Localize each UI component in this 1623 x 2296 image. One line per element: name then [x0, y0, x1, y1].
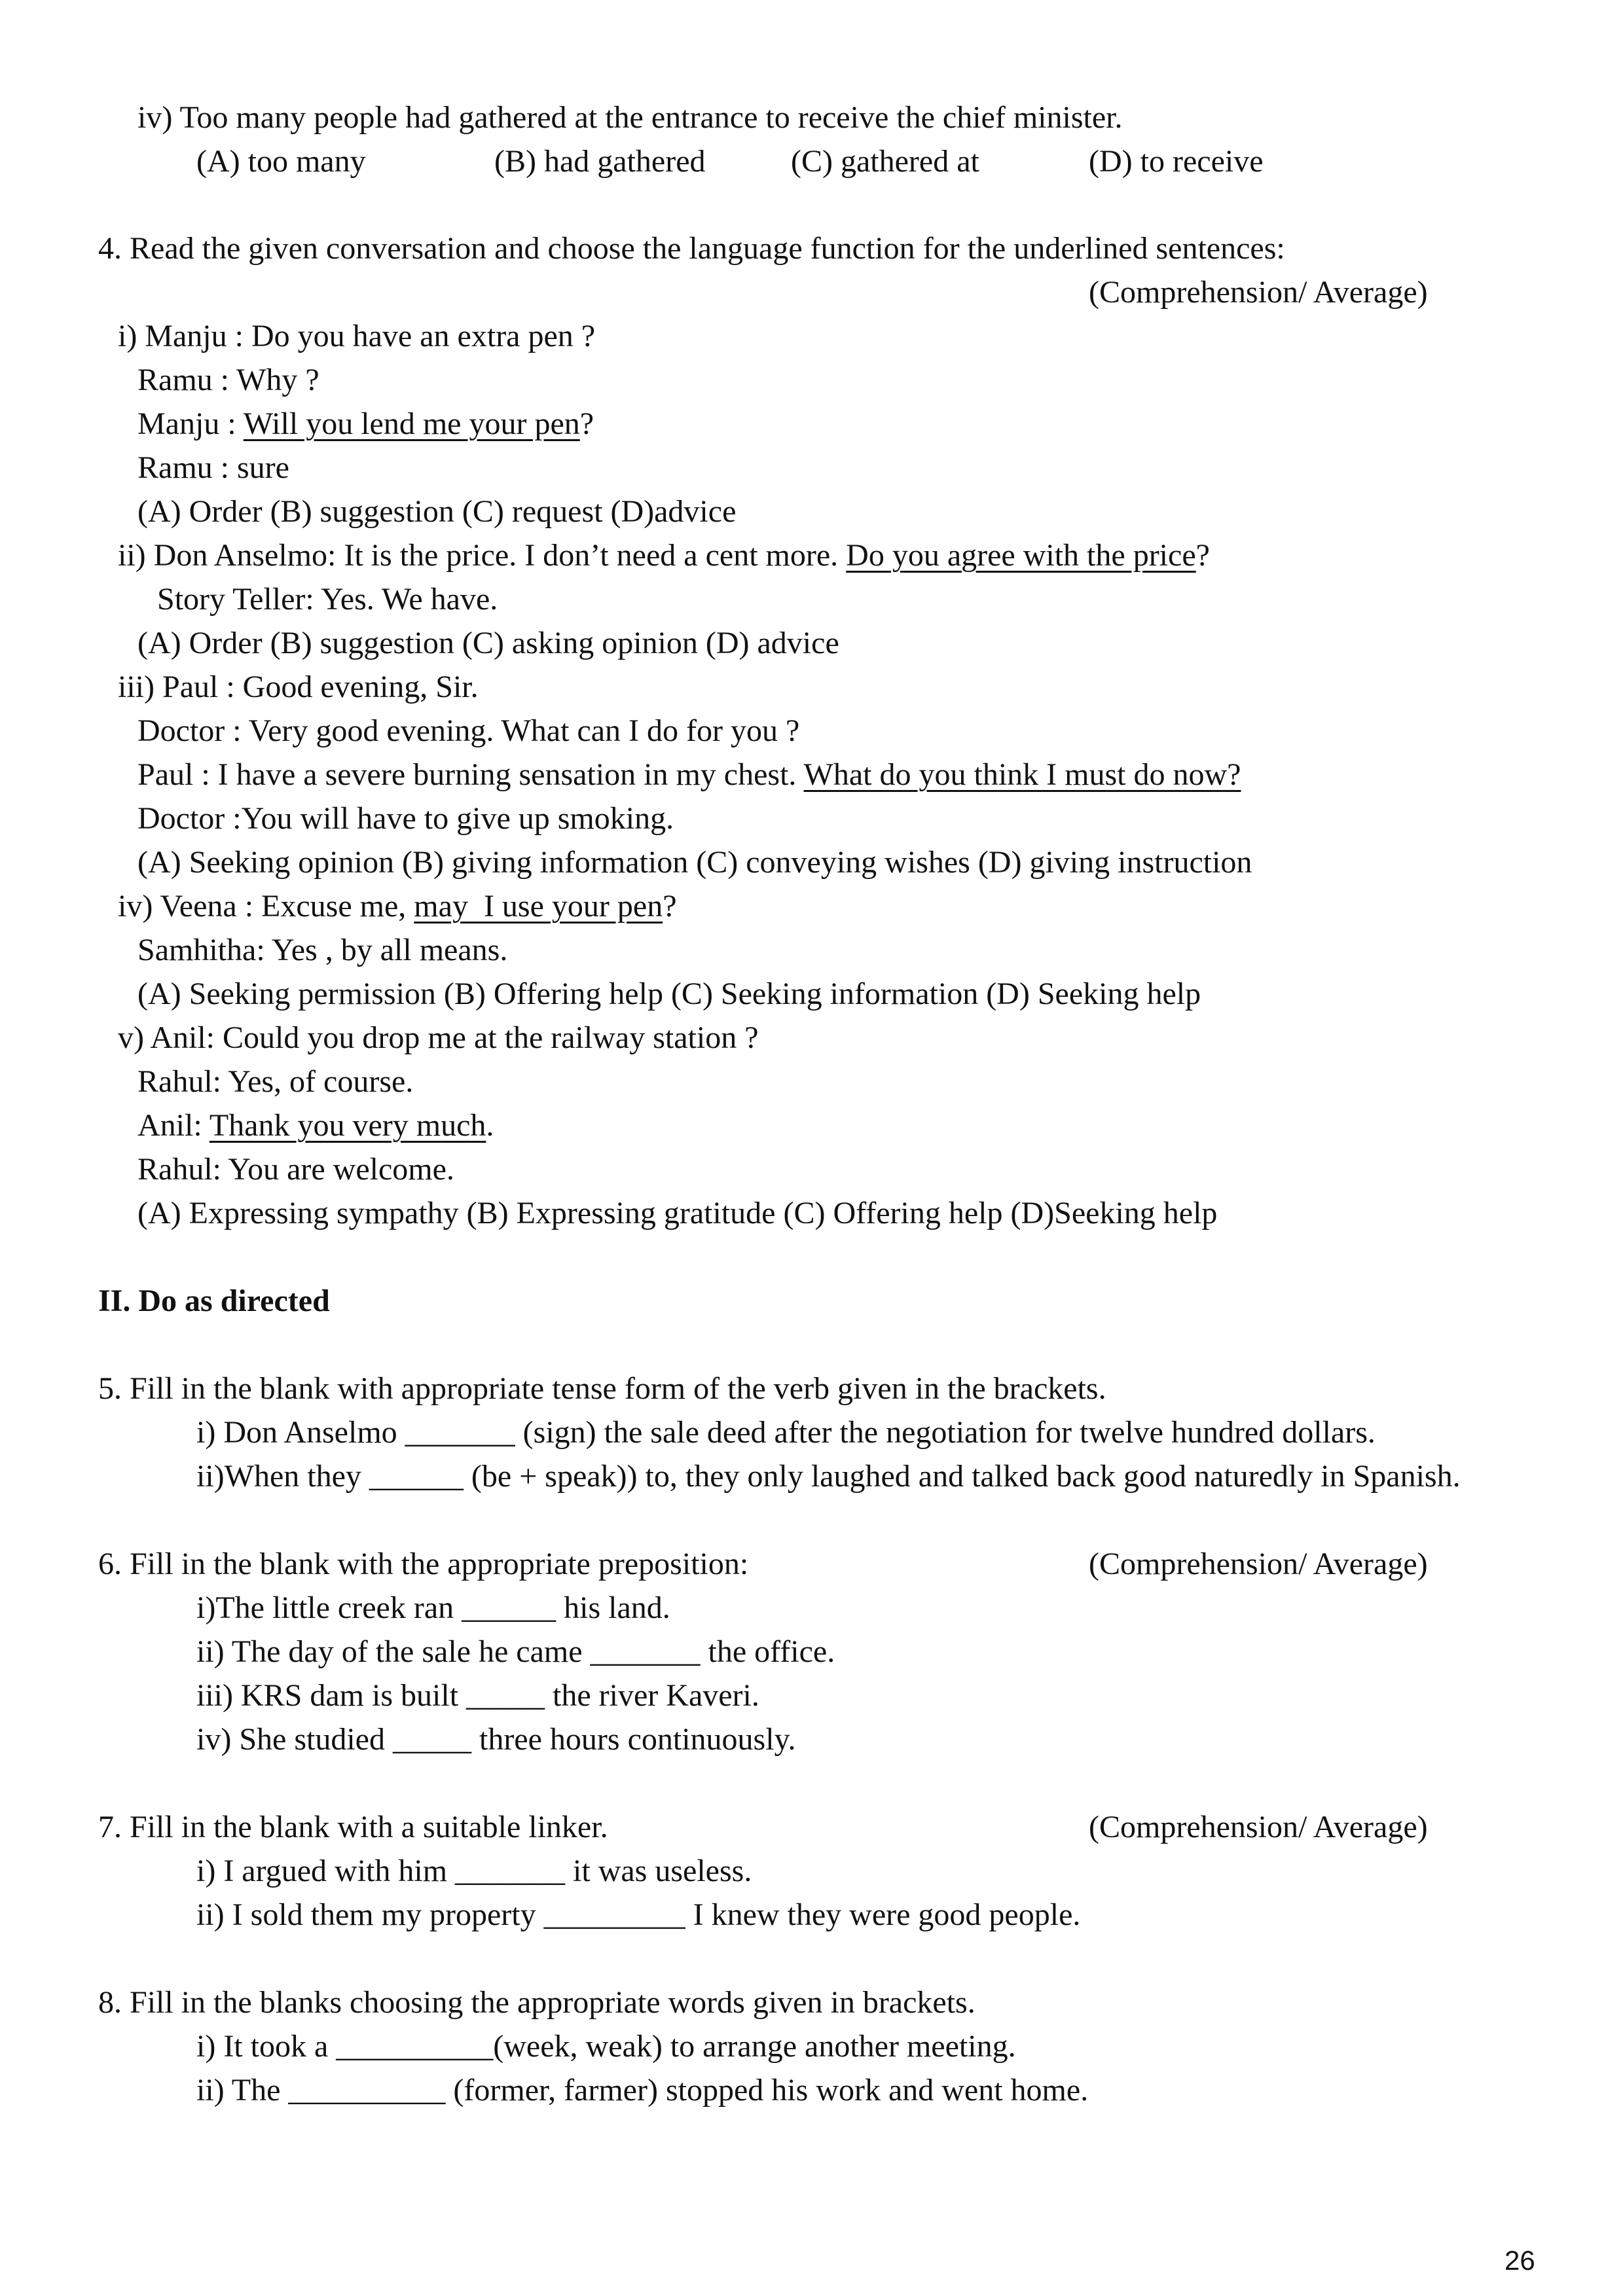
q7-title: 7. Fill in the blank with a suitable linker. [98, 1810, 608, 1844]
q6-level: (Comprehension/ Average) [1089, 1547, 1428, 1581]
q8-title: 8. Fill in the blanks choosing the appropriate words given in brackets. [98, 1985, 976, 2020]
q5-item-i: i) Don Anselmo _______ (sign) the sale deed after the negotiation for twelve hundred dollars. [196, 1415, 1376, 1450]
q6-item-i: i)The little creek ran ______ his land. [196, 1590, 670, 1625]
q4-iii-underlined-sentence: What do you think I must do now? [803, 757, 1241, 792]
q6-title: 6. Fill in the blank with the appropriate preposition: [98, 1547, 749, 1581]
q4-i-underlined-sentence: Will you lend me your pen [243, 406, 580, 441]
q3-iv-option-a: (A) too many [196, 144, 366, 179]
q4-iv-line2: Samhitha: Yes , by all means. [137, 933, 508, 967]
q6-item-iv: iv) She studied _____ three hours continuously. [196, 1722, 796, 1757]
q8-item-ii: ii) The __________ (former, farmer) stopped his work and went home. [196, 2073, 1089, 2108]
q4-iii-line3 [137, 755, 1241, 795]
q4-iii-line3-lead: Paul : I have a severe burning sensation in my chest. [137, 757, 804, 792]
q3-iv-sentence: iv) Too many people had gathered at the entrance to receive the chief minister. [137, 100, 1123, 135]
q4-v-line3-end: . [486, 1108, 494, 1143]
page-number: 26 [1504, 2245, 1535, 2276]
q3-iv-option-b: (B) had gathered [494, 144, 706, 179]
q4-v-line3-lead: Anil: [137, 1108, 210, 1143]
q5-title: 5. Fill in the blank with appropriate tense form of the verb given in the brackets. [98, 1371, 1106, 1406]
q4-ii-line2: Story Teller: Yes. We have. [157, 582, 498, 617]
q3-iv-option-c: (C) gathered at [791, 144, 979, 179]
q4-v-line1: v) Anil: Could you drop me at the railway station ? [118, 1020, 759, 1055]
q4-v-line3 [137, 1106, 494, 1145]
q6-item-ii: ii) The day of the sale he came _______ the office. [196, 1634, 835, 1669]
q4-iii-line4: Doctor :You will have to give up smoking. [137, 801, 674, 836]
q6-item-iii: iii) KRS dam is built _____ the river Kaveri. [196, 1678, 759, 1713]
q4-i-line2: Ramu : Why ? [137, 363, 319, 397]
q4-ii-options: (A) Order (B) suggestion (C) asking opinion (D) advice [137, 626, 839, 660]
q4-iii-line2: Doctor : Very good evening. What can I do for you ? [137, 713, 800, 748]
q4-ii-line1 [118, 536, 1210, 575]
q4-i-line3 [137, 404, 594, 444]
q5-item-ii: ii)When they ______ (be + speak)) to, they only laughed and talked back good naturedly in Spanish. [196, 1459, 1461, 1494]
q4-iv-underlined-sentence: may I use your pen [414, 889, 663, 924]
q4-title: 4. Read the given conversation and choose the language function for the underlined sentences: [98, 231, 1285, 266]
q4-iii-options: (A) Seeking opinion (B) giving information (C) conveying wishes (D) giving instruction [137, 845, 1252, 880]
q4-i-line4: Ramu : sure [137, 450, 289, 485]
q4-ii-line1-lead: ii) Don Anselmo: It is the price. I don’t need a cent more. [118, 538, 847, 573]
q4-i-line3-lead: Manju : [137, 406, 244, 441]
q4-iv-line1 [118, 887, 677, 926]
q4-v-underlined-sentence: Thank you very much [209, 1108, 486, 1143]
q3-iv-option-d: (D) to receive [1089, 144, 1264, 179]
q8-item-i: i) It took a __________(week, weak) to arrange another meeting. [196, 2029, 1016, 2064]
q4-i-line3-end: ? [579, 406, 594, 441]
q4-i-options: (A) Order (B) suggestion (C) request (D)advice [137, 494, 737, 529]
q4-ii-line1-end: ? [1195, 538, 1210, 573]
q7-level: (Comprehension/ Average) [1089, 1810, 1428, 1844]
q4-iii-line1: iii) Paul : Good evening, Sir. [118, 670, 479, 704]
q4-v-options: (A) Expressing sympathy (B) Expressing gratitude (C) Offering help (D)Seeking help [137, 1196, 1218, 1230]
q4-iv-line1-end: ? [663, 889, 677, 924]
q7-item-ii: ii) I sold them my property _________ I knew they were good people. [196, 1897, 1081, 1932]
q4-iv-options: (A) Seeking permission (B) Offering help (C) Seeking information (D) Seeking help [137, 977, 1201, 1011]
q4-v-line2: Rahul: Yes, of course. [137, 1064, 414, 1099]
q4-v-line4: Rahul: You are welcome. [137, 1152, 454, 1187]
q7-item-i: i) I argued with him _______ it was useless. [196, 1854, 752, 1888]
q4-level: (Comprehension/ Average) [1089, 275, 1428, 310]
q4-i-line1: i) Manju : Do you have an extra pen ? [118, 319, 596, 353]
q4-ii-underlined-sentence: Do you agree with the price [846, 538, 1196, 573]
section-heading: II. Do as directed [98, 1283, 330, 1318]
q4-iv-line1-lead: iv) Veena : Excuse me, [118, 889, 414, 924]
